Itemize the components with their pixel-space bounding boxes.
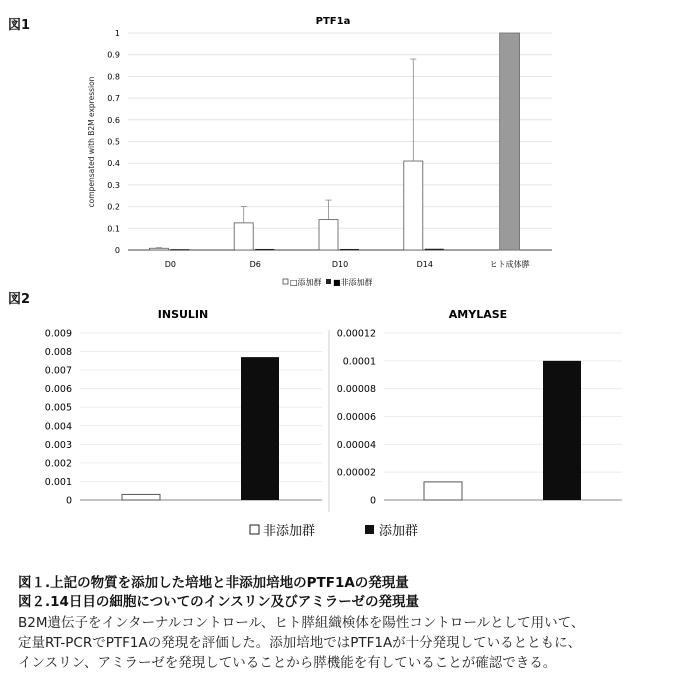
y-tick-label: 0.8 <box>107 72 120 82</box>
fig2-legend <box>250 523 418 539</box>
bar-added <box>404 161 423 250</box>
y-tick-label: 0.009 <box>44 328 72 340</box>
y-tick-label: 0.007 <box>44 365 72 377</box>
x-tick-label: D10 <box>331 260 349 269</box>
legend-added: □添加群 <box>290 278 322 287</box>
y-tick-label: 0.003 <box>44 439 72 451</box>
figure-caption <box>18 574 680 673</box>
legend-swatch-added <box>365 525 374 534</box>
bar-non-added <box>340 249 359 250</box>
caption-title-1: 図１.上記の物質を添加した培地と非添加培地のPTF1Aの発現量 <box>18 575 409 591</box>
y-axis-label: compensated with B2M expression <box>87 76 96 208</box>
y-tick-label: 0.00006 <box>336 412 376 423</box>
legend-swatch-non-added <box>250 525 259 534</box>
y-tick-label: 0.3 <box>107 180 120 190</box>
legend-swatch-non-added <box>326 279 331 284</box>
legend-label-non-added: 非添加群 <box>263 524 316 539</box>
bar-human-pancreas <box>500 33 520 250</box>
y-tick-label: 0.9 <box>107 50 120 60</box>
y-tick-label: 0.002 <box>44 458 72 470</box>
caption-body-line: 定量RT-PCRでPTF1Aの発現を評価した。添加培地ではPTF1Aが十分発現しているとともに、 <box>18 635 582 651</box>
chart-title: PTF1a <box>315 16 351 27</box>
y-tick-label: 0 <box>65 495 72 507</box>
amylase-title: AMYLASE <box>448 308 508 321</box>
y-tick-label: 0.0001 <box>342 356 376 368</box>
y-tick-label: 0.006 <box>44 384 72 396</box>
caption-body <box>18 613 680 673</box>
y-tick-label: 0.005 <box>44 402 72 414</box>
bar-non-added <box>255 249 274 250</box>
y-tick-label: 0 <box>114 246 120 255</box>
y-tick-label: 0.6 <box>107 115 120 125</box>
y-tick-label: 0.00008 <box>336 384 376 396</box>
legend-non-added: ■非添加群 <box>333 278 373 287</box>
y-tick-label: 0.001 <box>44 476 72 488</box>
figure-2-label: 図2 <box>8 292 31 307</box>
y-tick-label: 1 <box>114 29 120 38</box>
caption-body-line: B2M遺伝子をインターナルコントロール、ヒト膵組織検体を陽性コントロールとして用いて、 <box>18 615 585 631</box>
figure-1-label: 図1 <box>8 18 31 33</box>
bar-added <box>241 357 279 500</box>
bar-added <box>234 223 253 250</box>
bar-non-added <box>425 249 444 250</box>
y-tick-label: 0.004 <box>44 421 72 433</box>
bar-non-added <box>170 249 189 250</box>
bar-added <box>543 361 581 500</box>
y-tick-label: 0.008 <box>44 347 72 359</box>
y-tick-label: 0 <box>369 495 376 507</box>
bar-non-added <box>424 482 462 500</box>
insulin-title: INSULIN <box>157 308 209 321</box>
y-tick-label: 0.5 <box>107 137 120 147</box>
chart-legend <box>283 277 373 287</box>
y-tick-label: 0.00002 <box>336 467 376 479</box>
caption-title-2: 図２.14日目の細胞についてのインスリン及びアミラーゼの発現量 <box>18 594 419 610</box>
y-tick-label: 0.4 <box>107 159 120 169</box>
legend-swatch-added <box>283 279 288 284</box>
y-tick-label: 0.1 <box>107 224 120 234</box>
bar-non-added <box>122 494 160 500</box>
x-tick-label: D0 <box>164 260 177 269</box>
x-tick-label: ヒト成体膵 <box>489 260 530 269</box>
x-tick-label: D6 <box>249 260 261 269</box>
bar-added <box>149 248 168 250</box>
y-tick-label: 0.00012 <box>336 328 376 340</box>
fig2-charts <box>0 292 688 562</box>
x-tick-label: D14 <box>416 260 433 269</box>
y-tick-label: 0.00004 <box>336 439 376 451</box>
y-tick-label: 0.2 <box>107 202 120 212</box>
ptf1a-chart <box>0 0 688 292</box>
y-tick-label: 0.7 <box>107 94 120 104</box>
bar-added <box>319 220 338 250</box>
legend-label-added: 添加群 <box>379 524 419 539</box>
caption-body-line: インスリン、アミラーゼを発現していることから膵機能を有していることが確認できる。 <box>18 655 557 671</box>
